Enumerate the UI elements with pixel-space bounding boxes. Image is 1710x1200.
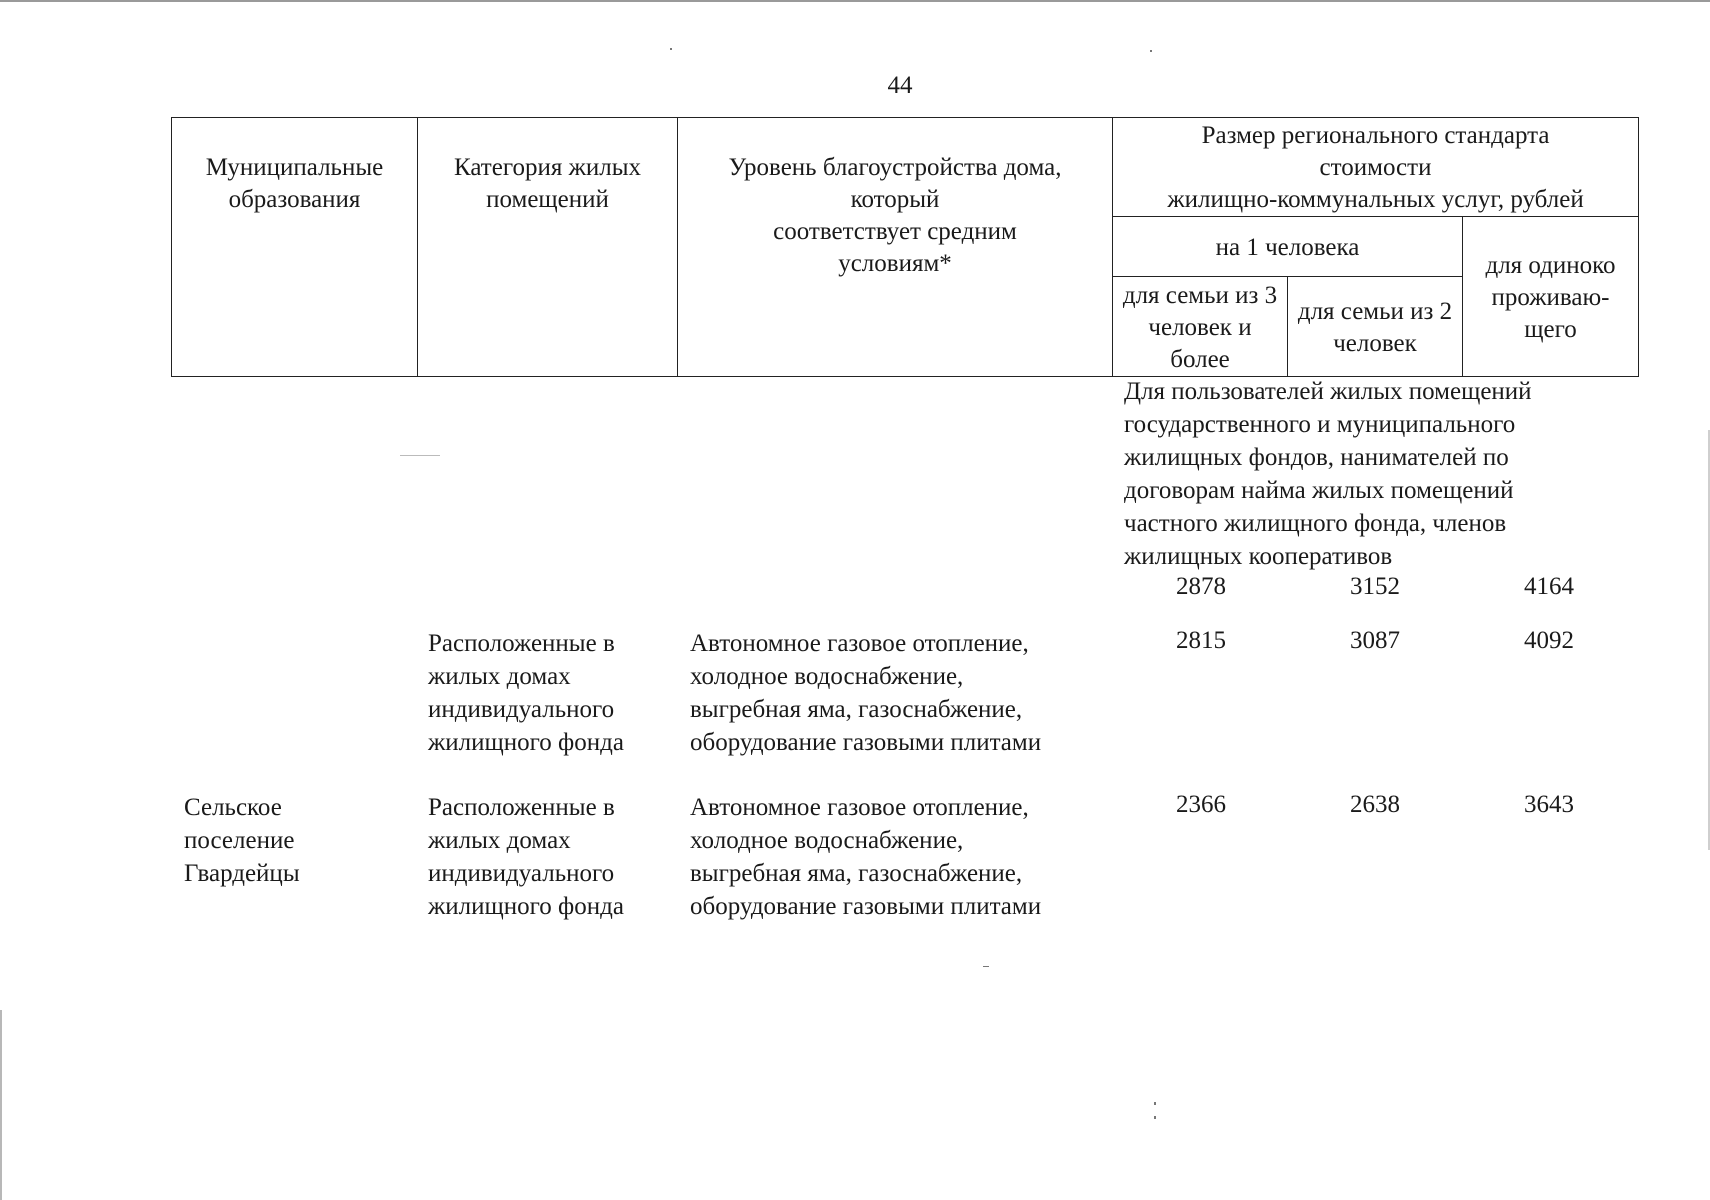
row-1-category-line: Расположенные в [428, 630, 615, 657]
row-2-value-family2: 2638 [1350, 791, 1400, 818]
row-2-category-line: жилищного фонда [428, 893, 624, 920]
row-1-category [428, 627, 678, 759]
note-tenants [1124, 375, 1644, 573]
row-2-level-line: выгребная яма, газоснабжение, [690, 860, 1023, 887]
row-2-municipality-line: Гвардейцы [184, 860, 300, 887]
note-line: государственного и муниципального [1124, 411, 1516, 438]
header-standard [1113, 118, 1639, 217]
row-2-level-line: Автономное газовое отопление, [690, 794, 1029, 821]
table-header [171, 117, 1639, 377]
row-2-level-line: холодное водоснабжение, [690, 827, 964, 854]
row-2-level [690, 791, 1110, 923]
row-1-value-family3: 2815 [1176, 627, 1226, 654]
row-2-municipality-line: поселение [184, 827, 295, 854]
note-value-single: 4164 [1524, 573, 1574, 600]
row-2-category-line: индивидуального [428, 860, 615, 887]
header-family-2: для семьи из 2 человек [1288, 277, 1463, 377]
scan-speck [1150, 50, 1152, 52]
row-2-category-line: жилых домах [428, 827, 571, 854]
row-2-municipality [184, 791, 414, 890]
scan-speck [670, 48, 672, 50]
header-level-line: Уровень благоустройства дома, [728, 154, 1062, 181]
note-line: Для пользователей жилых помещений [1124, 378, 1532, 405]
header-level-line: соответствует средним [773, 218, 1017, 245]
row-1-category-line: жилищного фонда [428, 729, 624, 756]
row-2-municipality-line: Сельское [184, 794, 282, 821]
scan-speck [983, 966, 989, 967]
row-1-value-single: 4092 [1524, 627, 1574, 654]
scan-edge-left [0, 1010, 2, 1200]
row-1-value-family2: 3087 [1350, 627, 1400, 654]
row-1-category-line: индивидуального [428, 696, 615, 723]
note-line: частного жилищного фонда, членов [1124, 510, 1507, 537]
note-line: договорам найма жилых помещений [1124, 477, 1514, 504]
header-single: для одиноко проживаю-щего [1463, 217, 1639, 377]
header-standard-line: стоимости [1319, 154, 1432, 181]
scan-speck [1154, 1102, 1156, 1105]
header-standard-line: жилищно-коммунальных услуг, рублей [1167, 186, 1584, 213]
header-level [678, 118, 1113, 377]
scan-edge-top [0, 0, 1710, 2]
note-line: жилищных фондов, нанимателей по [1124, 444, 1509, 471]
row-1-level-line: Автономное газовое отопление, [690, 630, 1029, 657]
row-2-level-line: оборудование газовыми плитами [690, 893, 1042, 920]
row-1-category-line: жилых домах [428, 663, 571, 690]
row-2-category [428, 791, 678, 923]
note-value-family2: 3152 [1350, 573, 1400, 600]
row-1-level-line: выгребная яма, газоснабжение, [690, 696, 1023, 723]
scan-speck [1154, 1116, 1156, 1119]
row-2-category-line: Расположенные в [428, 794, 615, 821]
header-family-3: для семьи из 3 человек и более [1113, 277, 1288, 377]
header-level-line: условиям* [838, 250, 952, 277]
note-line: жилищных кооперативов [1124, 543, 1393, 570]
row-1-level-line: холодное водоснабжение, [690, 663, 964, 690]
header-standard-line: Размер регионального стандарта [1201, 122, 1550, 149]
header-per-person: на 1 человека [1113, 217, 1463, 277]
header-category: Категория жилых помещений [418, 118, 678, 377]
scan-speck [400, 455, 440, 456]
note-value-family3: 2878 [1176, 573, 1226, 600]
row-2-value-family3: 2366 [1176, 791, 1226, 818]
row-2-value-single: 3643 [1524, 791, 1574, 818]
page-number: 44 [887, 72, 913, 99]
header-level-line: который [850, 186, 940, 213]
header-municipalities: Муниципальные образования [172, 118, 418, 377]
row-1-level-line: оборудование газовыми плитами [690, 729, 1042, 756]
row-1-level [690, 627, 1110, 759]
